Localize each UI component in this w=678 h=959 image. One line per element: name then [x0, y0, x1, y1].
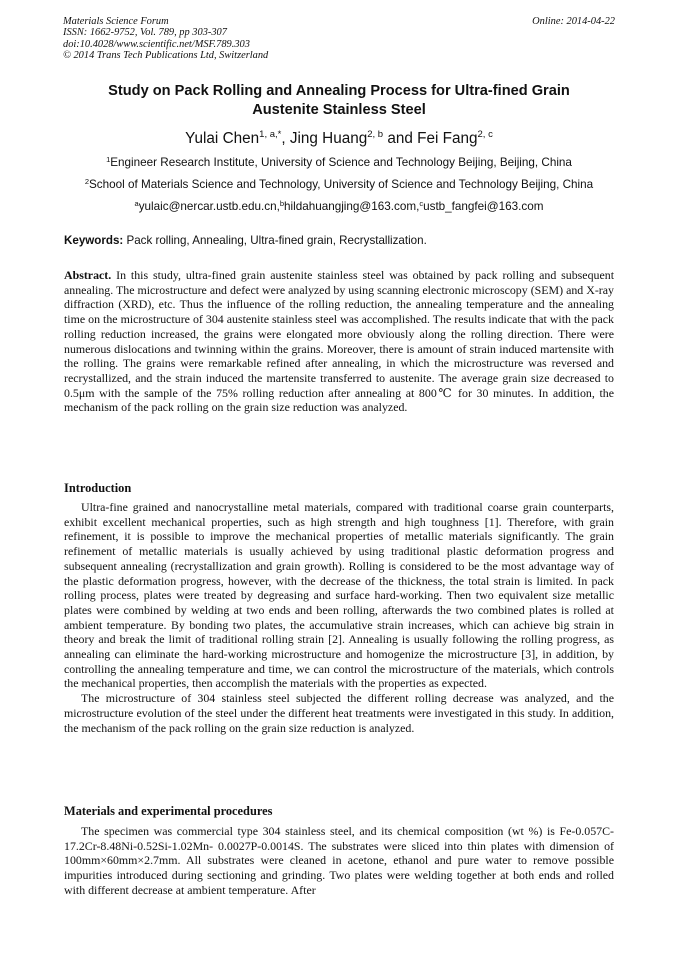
email-a-sup: a — [134, 199, 139, 208]
affiliation-1-sup: 1 — [106, 155, 111, 164]
affiliation-2-sup: 2 — [84, 177, 89, 186]
email-a: yulaic@nercar.ustb.edu.cn, — [138, 200, 280, 213]
corresponding-mark: ,* — [275, 129, 282, 140]
introduction-paragraph-2: The microstructure of 304 stainless steel subjected the different rolling decrease was analyzed, and the microstructure evolution of the steel under the different heat treatments were investigated in this study. In addition, the mechanism of the pack rolling on the grain size reduction is analyzed. — [64, 691, 614, 735]
materials-paragraph-1: The specimen was commercial type 304 stainless steel, and its chemical composition (wt %) is Fe-0.057C-17.2Cr-8.48Ni-0.52Si-1.02Mn- 0.0027P-0.0014S. The substrates were sliced into thin plates with dimension of 100mm×60mm×2.7mm. All substrates were cleaned in acetone, ethanol and pure water to remove possible impurities introduced during sectioning and grinding. Two plates were welding together at both ends and rolled with different decrease at ambient temperature. After — [64, 824, 614, 897]
author-separator-1: , — [281, 130, 290, 147]
affiliation-1-text: Engineer Research Institute, University of Science and Technology Beijing, Beijing, China — [110, 156, 572, 169]
abstract — [64, 268, 614, 415]
affiliation-1 — [55, 156, 623, 170]
introduction-heading: Introduction — [64, 481, 132, 495]
paper-title — [60, 82, 618, 120]
introduction-body — [64, 500, 614, 735]
introduction-paragraph-1: Ultra-fine grained and nanocrystalline metal materials, compared with traditional coarse grain counterparts, exhibit excellent mechanical properties, such as high strength and high toughness [1]. Therefore, with grain refinement, it is possible to improve the mechanical properties of metallic materials significantly. The grain refinement of metallic materials is usually achieved by using traditional plastic deformation progress and subsequent annealing (recrystallization and grain growth). Rolling is considered to be the most advantage way of the plastic deformation progress, however, with the decrease of the thickness, the total strain is limited. In pack rolling process, plates were treated by degreasing and surface hard-working. Then two equivalent size metallic plates were combined by welding at two ends and been rolling, afterwards the two combined plates is rolled at ambient temperature. By bonding two plates, the accumulative strain increases, which can achieve big strain in theory and break the limit of traditional rolling strain [2]. Annealing is usually following the rolling progress, as annealing can eliminate the hard-working microstructure and homogenize the microstructure [3], in addition, by controlling the annealing temperature and time, we can control the microstructure of the materials, which controls the mechanical properties, then accomplish the materials with the properties as expected. — [64, 500, 614, 691]
author-emails — [55, 200, 623, 214]
materials-body — [64, 824, 614, 898]
materials-heading: Materials and experimental procedures — [64, 804, 273, 818]
online-date: Online: 2014-04-22 — [532, 16, 615, 27]
author-3-name: Fei Fang — [417, 130, 478, 147]
keywords-label: Keywords: — [64, 234, 124, 247]
abstract-text: In this study, ultra-fined grain austenite stainless steel was obtained by pack rolling and subsequent annealing. The microstructure and defect were analyzed by using scanning electronic microscopy (SEM) and X-ray diffraction (XRD), etc. Thus the influence of the rolling reduction, the annealing temperature and the annealing time on the microstructure of 304 austenite stainless steel was accomplished. The results indicate that with the pack rolling reduction increased, the grains were elongated more obviously along the rolling direction. There were numerous dislocations and twinning within the grains. Moreover, there is amount of strain induced martensite with the rolling. The grains were remarkable refined after annealing, in which the microstructure was reversed and recrystallized, and the strain induced the martensite transferred to austenite. The average grain size decreased to 0.5μm with the sample of the 75% rolling reduction after annealing at 800℃ for 30 minutes. In addition, the mechanism of the pack rolling on the grain size reduction was analyzed. — [64, 268, 614, 415]
keywords-text: Pack rolling, Annealing, Ultra-fined grain, Recrystallization. — [123, 234, 427, 247]
author-list — [60, 129, 618, 148]
email-b: hildahuangjing@163.com, — [284, 200, 420, 213]
journal-issn: ISSN: 1662-9752, Vol. 789, pp 303-307 — [63, 27, 227, 39]
affiliation-2 — [55, 178, 623, 192]
paper-title-line-2: Austenite Stainless Steel — [252, 102, 426, 118]
journal-name: Materials Science Forum — [63, 16, 169, 27]
paper-title-line-1: Study on Pack Rolling and Annealing Process for Ultra-fined Grain — [108, 83, 570, 99]
abstract-paragraph — [64, 268, 614, 415]
journal-doi: doi:10.4028/www.scientific.net/MSF.789.303 — [63, 38, 250, 50]
email-b-sup: b — [279, 199, 285, 208]
author-2-sup: 2, b — [367, 129, 384, 140]
journal-copyright: © 2014 Trans Tech Publications Ltd, Switzerland — [63, 49, 269, 61]
email-c-sup: c — [419, 199, 424, 208]
author-2-name: Jing Huang — [289, 130, 368, 147]
email-c: ustb_fangfei@163.com — [423, 200, 544, 213]
affiliation-2-text: School of Materials Science and Technology, University of Science and Technology Beijing, China — [89, 178, 594, 191]
author-3-sup: 2, c — [477, 129, 493, 140]
abstract-label: Abstract. — [64, 268, 112, 282]
author-separator-2: and — [383, 130, 418, 147]
journal-info — [63, 16, 268, 61]
author-1-name: Yulai Chen — [185, 130, 260, 147]
author-1-sup: 1, a — [259, 129, 276, 140]
keywords — [64, 234, 614, 248]
